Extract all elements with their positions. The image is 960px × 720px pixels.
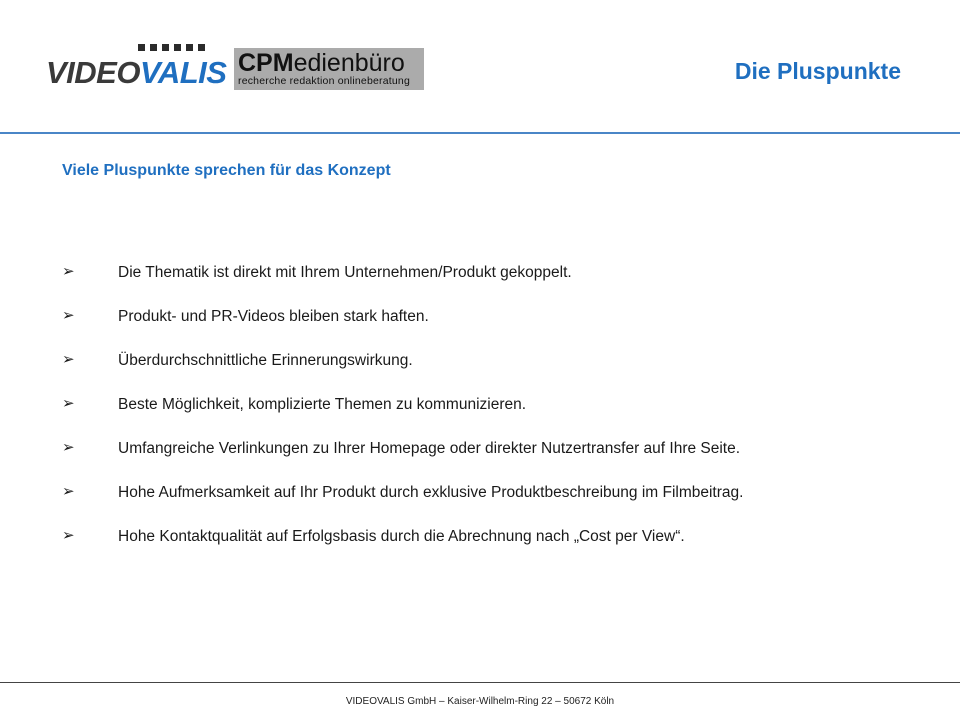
- header-divider: [0, 132, 960, 134]
- logo-cpm-bold: CPM: [238, 49, 294, 77]
- bullet-text: Beste Möglichkeit, komplizierte Themen zu kommunizieren.: [118, 396, 527, 413]
- footer-divider: [0, 682, 960, 683]
- arrow-bullet-icon: ➢: [62, 527, 75, 544]
- logo-videovalis-valis: VALIS: [139, 55, 227, 90]
- bullet-text: Hohe Aufmerksamkeit auf Ihr Produkt durch exklusive Produktbeschreibung im Filmbeitrag.: [118, 484, 744, 501]
- arrow-bullet-icon: ➢: [62, 395, 75, 412]
- bullet-text: Überdurchschnittliche Erinnerungswirkung.: [118, 352, 413, 369]
- logo-videovalis-video: VIDEO: [46, 55, 140, 90]
- cpmedienbuero-logo: [234, 48, 424, 90]
- arrow-bullet-icon: ➢: [62, 483, 75, 500]
- arrow-bullet-icon: ➢: [62, 351, 75, 368]
- film-dots-icon: [138, 44, 205, 51]
- page-title: Die Pluspunkte: [734, 58, 901, 84]
- bullet-text: Die Thematik ist direkt mit Ihrem Unternehmen/Produkt gekoppelt.: [118, 264, 572, 281]
- footer-address: VIDEOVALIS GmbH – Kaiser-Wilhelm-Ring 22 – 50672 Köln: [345, 696, 615, 707]
- arrow-bullet-icon: ➢: [62, 263, 75, 280]
- arrow-bullet-icon: ➢: [62, 439, 75, 456]
- arrow-bullet-icon: ➢: [62, 307, 75, 324]
- bullet-text: Produkt- und PR-Videos bleiben stark haften.: [118, 308, 429, 325]
- bullet-text: Hohe Kontaktqualität auf Erfolgsbasis durch die Abrechnung nach „Cost per View“.: [118, 528, 685, 545]
- logo-cpm-tagline: recherche redaktion onlineberatung: [238, 75, 410, 87]
- videovalis-logo: [46, 44, 227, 94]
- section-subtitle: Viele Pluspunkte sprechen für das Konzept: [62, 162, 391, 179]
- bullet-text: Umfangreiche Verlinkungen zu Ihrer Homepage oder direkter Nutzertransfer auf Ihre Seite.: [118, 440, 741, 457]
- logo-cpm-rest: edienbüro: [293, 49, 405, 77]
